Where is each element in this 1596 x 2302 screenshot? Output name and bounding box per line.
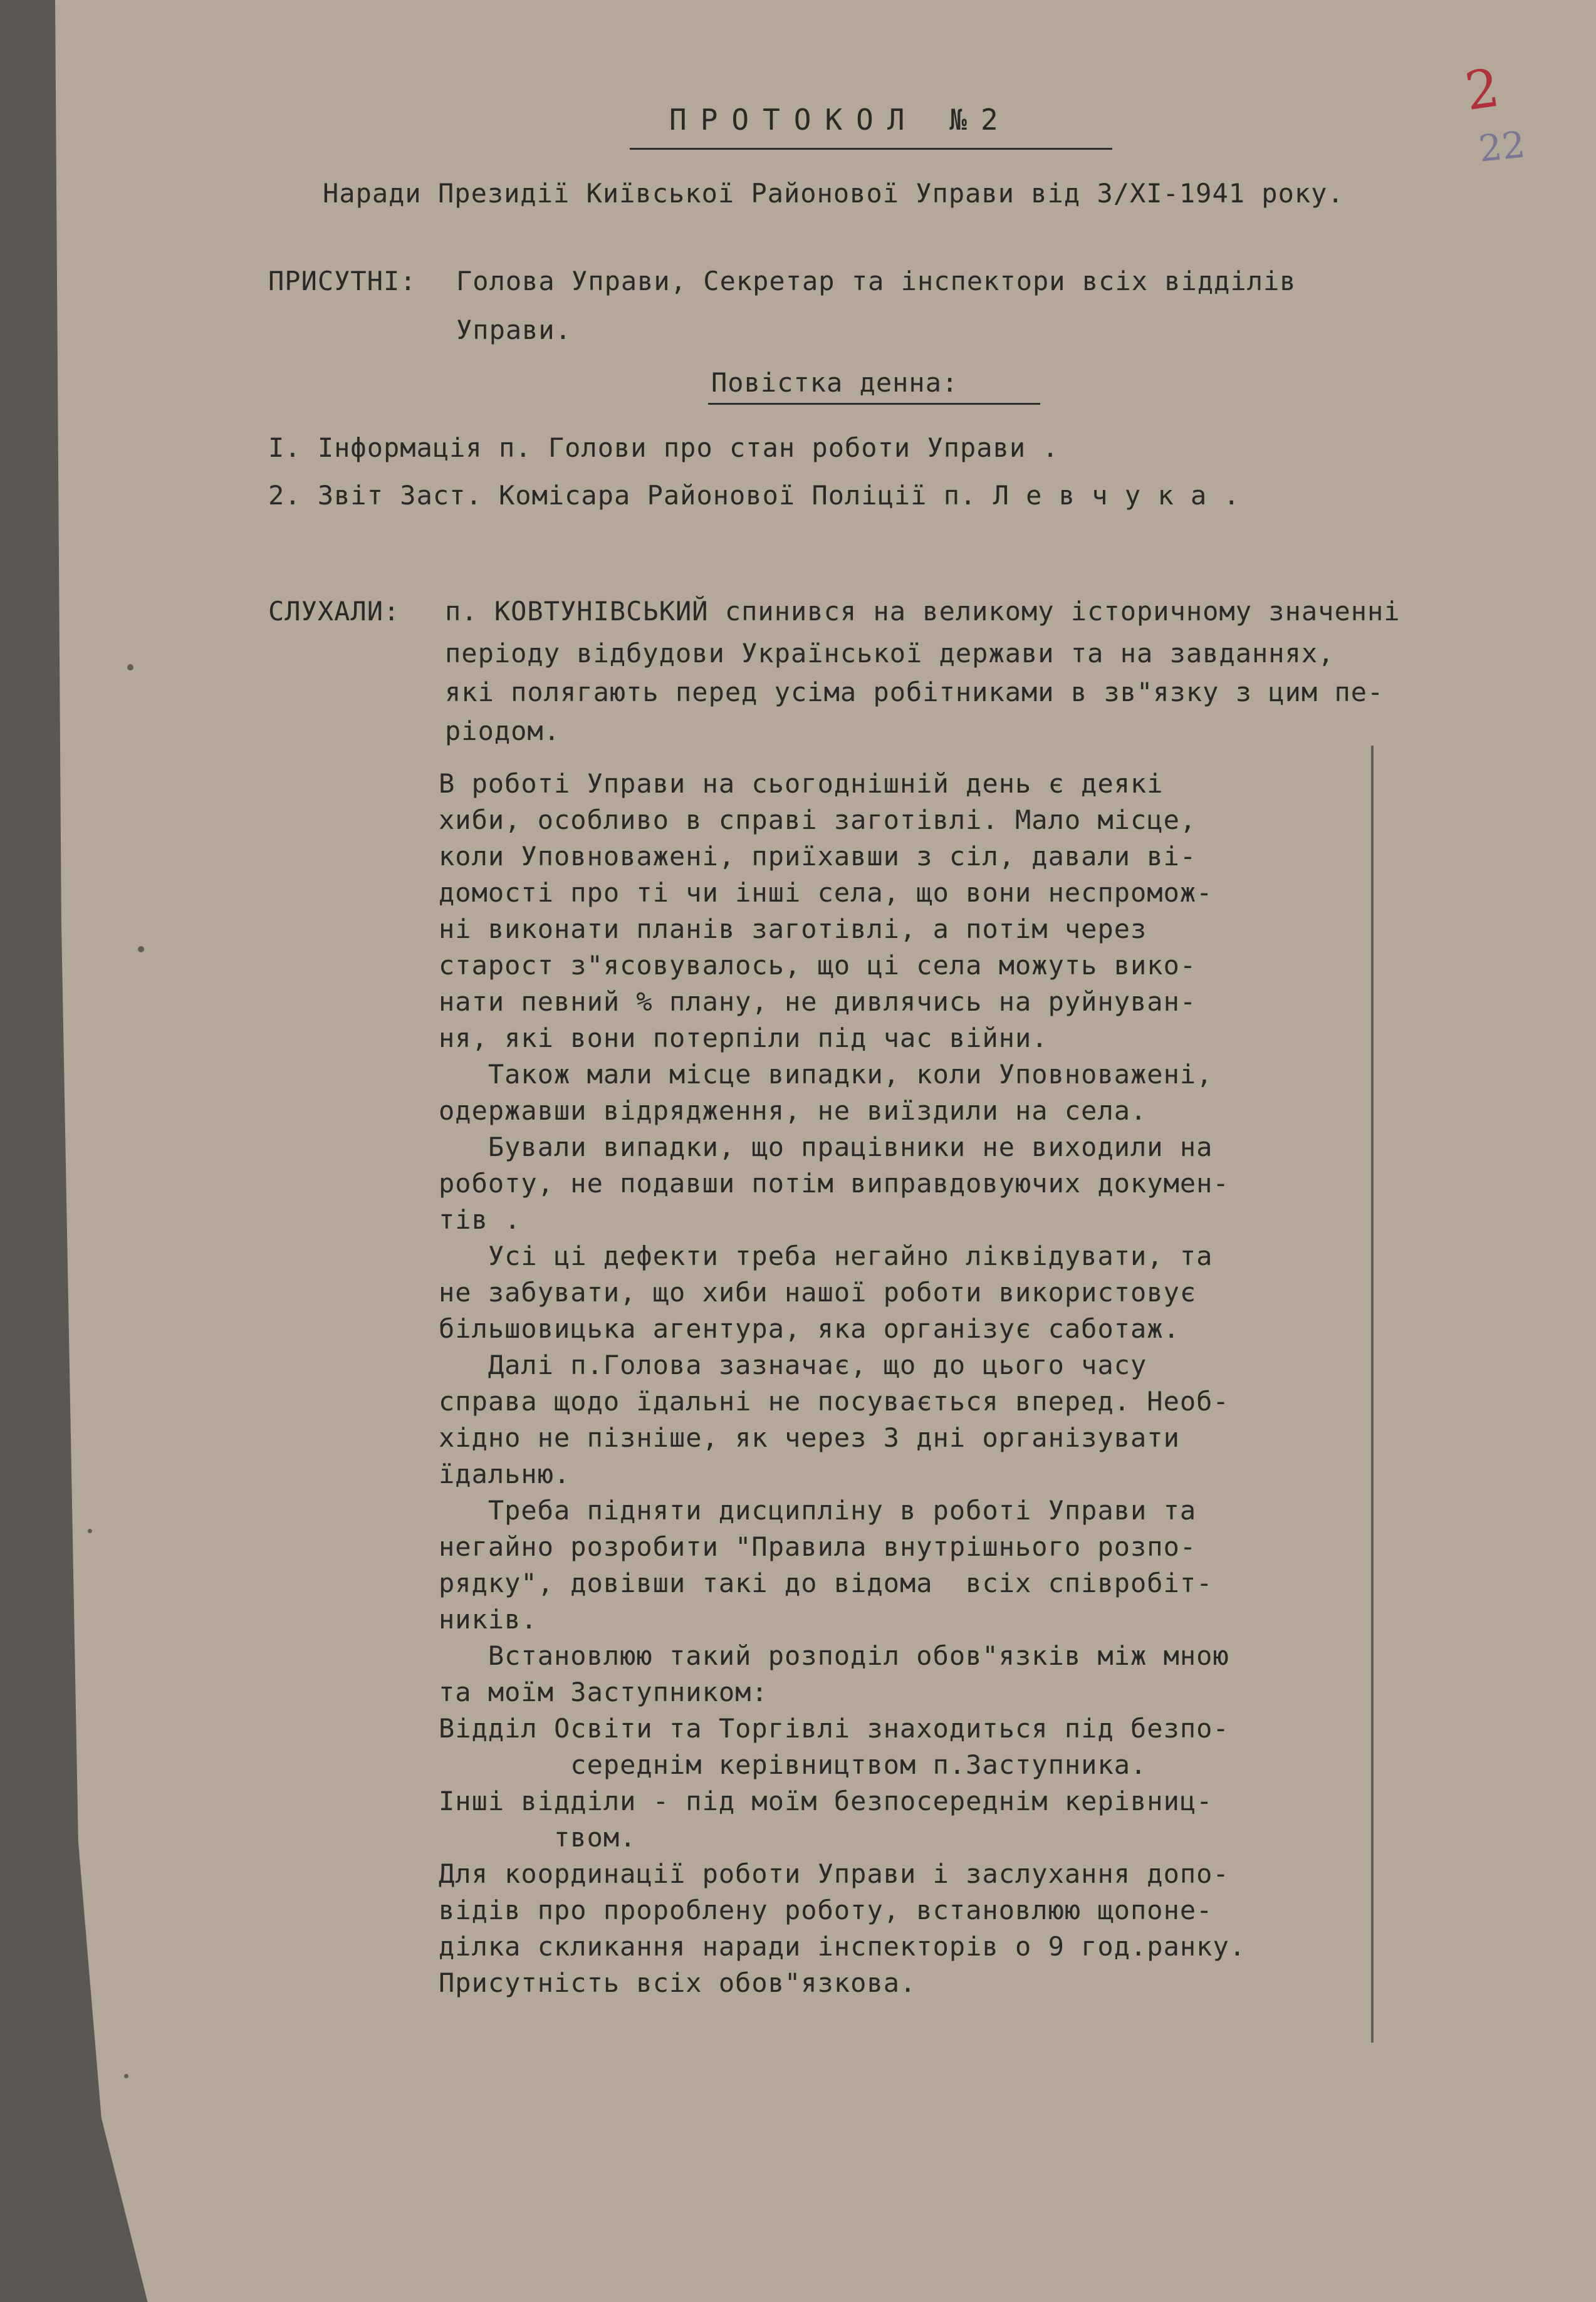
- body-line-17: Далі п.Голова зазначає, що до цього часу: [439, 1350, 1147, 1380]
- body-line-28: середнім керівництвом п.Заступника.: [439, 1749, 1147, 1780]
- paper-spot: [88, 1529, 92, 1533]
- body-line-29: Інші відділи - під моїм безпосереднім керівниц-: [439, 1786, 1213, 1816]
- body-line-6: старост з"ясовувалось, що ці села можуть вико-: [439, 950, 1197, 981]
- body-line-27: Відділ Освіти та Торгівлі знаходиться під безпо-: [439, 1713, 1229, 1744]
- body-line-14: Усі ці дефекти треба негайно ліквідувати, та: [439, 1241, 1213, 1271]
- body-line-11: Бували випадки, що працівники не виходили на: [439, 1132, 1213, 1162]
- body-line-34: Присутність всіх обов"язкова.: [439, 1967, 917, 1998]
- present-line-2: Управи.: [456, 315, 572, 345]
- present-label: ПРИСУТНІ:: [268, 266, 417, 296]
- body-line-22: негайно розробити "Правила внутрішнього розпо-: [439, 1531, 1197, 1562]
- body-line-25: Встановлюю такий розподіл обов"язків між мною: [439, 1640, 1229, 1671]
- body-line-8: ня, які вони потерпіли під час війни.: [439, 1023, 1048, 1053]
- body-line-15: не забувати, що хиби нашої роботи використовує: [439, 1277, 1197, 1308]
- margin-vertical-line: [1371, 746, 1374, 2043]
- document-title: ПРОТОКОЛ №2: [669, 103, 1012, 137]
- body-line-3: коли Уповноважені, приїхавши з сіл, давали ві-: [439, 841, 1197, 872]
- body-line-24: ників.: [439, 1604, 538, 1635]
- heard-line-2: періоду відбудови Української держави та на завданнях,: [445, 638, 1335, 669]
- title-underline: [630, 148, 1112, 150]
- body-line-20: їдальню.: [439, 1459, 571, 1489]
- heard-line-3: які полягають перед усіма робітниками в зв"язку з цим пе-: [445, 677, 1384, 707]
- archive-page-number-blue: 22: [1476, 123, 1528, 170]
- archive-page-number-red: 2: [1461, 56, 1503, 123]
- body-line-21: Треба підняти дисципліну в роботі Управи та: [439, 1495, 1197, 1526]
- agenda-item-1: І. Інформація п. Голови про стан роботи Управи .: [268, 432, 1059, 463]
- body-line-26: та моїм Заступником:: [439, 1677, 768, 1707]
- agenda-underline: [708, 403, 1040, 405]
- paper-spot: [138, 946, 144, 952]
- body-line-23: рядку", довівши такі до відома всіх співробіт-: [439, 1568, 1213, 1598]
- body-line-12: роботу, не подавши потім виправдовуючих докумен-: [439, 1168, 1229, 1199]
- body-line-30: твом.: [439, 1822, 637, 1853]
- body-line-2: хиби, особливо в справі заготівлі. Мало місце,: [439, 805, 1197, 835]
- agenda-heading: Повістка денна:: [711, 367, 959, 398]
- body-line-7: нати певний % плану, не дивлячись на руйнуван-: [439, 986, 1197, 1017]
- body-line-1: В роботі Управи на сьогоднішній день є деякі: [439, 768, 1164, 799]
- body-line-4: домості про ті чи інші села, що вони неспромож-: [439, 877, 1213, 908]
- document-subtitle: Наради Президії Київської Районової Управи від 3/XI-1941 року.: [323, 178, 1344, 209]
- body-line-16: більшовицька агентура, яка організує саботаж.: [439, 1313, 1180, 1344]
- body-line-31: Для координації роботи Управи і заслухання допо-: [439, 1858, 1229, 1889]
- paper-spot: [124, 2074, 128, 2078]
- present-line-1: Голова Управи, Секретар та інспектори всіх відділів: [456, 266, 1296, 296]
- heard-line-1: п. КОВТУНІВСЬКИЙ спинився на великому історичному значенні: [445, 596, 1400, 627]
- body-line-13: тів .: [439, 1204, 521, 1235]
- body-line-33: ділка скликання наради інспекторів о 9 год.ранку.: [439, 1931, 1246, 1962]
- heard-label: СЛУХАЛИ:: [268, 596, 400, 627]
- heard-line-4: ріодом.: [445, 716, 561, 746]
- body-line-10: одержавши відрядження, не виїздили на села.: [439, 1095, 1147, 1126]
- agenda-item-2: 2. Звіт Заст. Комісара Районової Поліції п. Л е в ч у к а .: [268, 480, 1240, 511]
- body-line-19: хідно не пізніше, як через 3 дні організувати: [439, 1422, 1180, 1453]
- body-line-18: справа щодо їдальні не посувається вперед. Необ-: [439, 1386, 1229, 1417]
- body-line-32: відів про пророблену роботу, встановлюю щопоне-: [439, 1895, 1213, 1925]
- body-line-5: ні виконати планів заготівлі, а потім через: [439, 914, 1147, 944]
- body-line-9: Також мали місце випадки, коли Уповноважені,: [439, 1059, 1213, 1090]
- paper-spot: [127, 664, 133, 670]
